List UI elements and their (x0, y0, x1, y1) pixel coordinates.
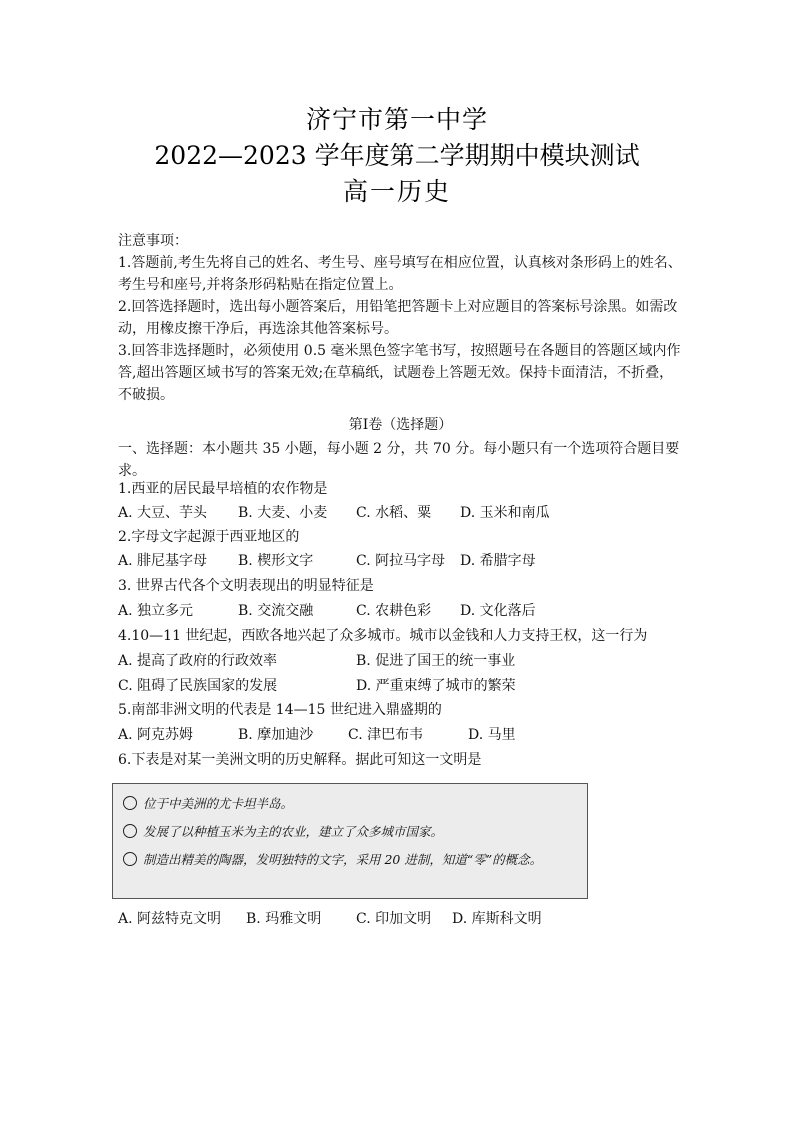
table-row: 位于中美洲的尤卡坦半岛。 (123, 794, 293, 812)
section-title: 第Ⅰ卷（选择题） (348, 417, 453, 433)
option-a[interactable]: A. 提高了政府的行政效率 (118, 653, 278, 669)
question-3-stem: 3. 世界古代各个文明表现出的明显特征是 (118, 578, 374, 594)
option-a[interactable]: A. 独立多元 (118, 603, 194, 619)
option-b[interactable]: B. 摩加迪沙 (238, 727, 314, 743)
question-5-stem: 5.南部非洲文明的代表是 14—15 世纪进入鼎盛期的 (118, 702, 442, 718)
option-b[interactable]: B. 大麦、小麦 (238, 505, 328, 521)
option-d[interactable]: D. 严重束缚了城市的繁荣 (356, 678, 516, 694)
option-d[interactable]: D. 库斯科文明 (452, 911, 542, 927)
option-b[interactable]: B. 楔形文字 (238, 553, 314, 569)
section-intro: 一、选择题：本小题共 35 小题，每小题 2 分，共 70 分。每小题只有一个选项符合题目要求。 (118, 441, 680, 479)
note-item-2: 2.回答选择题时，选出每小题答案后，用铅笔把答题卡上对应题目的答案标号涂黑。如需改动，用橡皮擦干净后，再选涂其他答案标号。 (118, 299, 678, 337)
option-c[interactable]: C. 水稻、粟 (356, 505, 432, 521)
subject-title: 高一历史 (342, 177, 451, 206)
option-d[interactable]: D. 玉米和南瓜 (460, 505, 550, 521)
option-b[interactable]: B. 促进了国王的统一事业 (356, 653, 516, 669)
option-a[interactable]: A. 大豆、芋头 (118, 505, 208, 521)
option-a[interactable]: A. 腓尼基字母 (118, 553, 208, 569)
exam-title: 2022—2023 学年度第二学期期中模块测试 (154, 141, 640, 170)
circle-icon (123, 796, 137, 810)
option-c[interactable]: C. 阿拉马字母 (356, 553, 446, 569)
option-b[interactable]: B. 玛雅文明 (246, 911, 322, 927)
notes-heading: 注意事项： (118, 233, 188, 249)
option-c[interactable]: C. 阻碍了民族国家的发展 (118, 678, 278, 694)
notes-block (118, 230, 683, 406)
option-d[interactable]: D. 希腊字母 (460, 553, 536, 569)
table-row: 制造出精美的陶器，发明独特的文字，采用 20 进制，知道“零”的概念。 (123, 850, 542, 868)
question-4-stem: 4.10—11 世纪起，西欧各地兴起了众多城市。城市以金钱和人力支持王权，这一行为 (118, 628, 648, 644)
option-c[interactable]: C. 津巴布韦 (348, 727, 424, 743)
option-c[interactable]: C. 农耕色彩 (356, 603, 432, 619)
school-name: 济宁市第一中学 (305, 105, 488, 134)
note-item-3: 3.回答非选择题时，必须使用 0.5 毫米黑色签字笔书写，按照题号在各题目的答题区域内作答,超出答题区域书写的答案无效;在草稿纸，试题卷上答题无效。保持卡面清洁，不折叠，不破损。 (118, 343, 681, 403)
option-a[interactable]: A. 阿克苏姆 (118, 727, 194, 743)
option-b[interactable]: B. 交流交融 (238, 603, 314, 619)
history-explanation-table (112, 783, 588, 899)
circle-icon (123, 824, 137, 838)
note-item-1: 1.答题前,考生先将自己的姓名、考生号、座号填写在相应位置，认真核对条形码上的姓名、考生号和座号,并将条形码粘贴在指定位置上。 (118, 255, 682, 293)
option-d[interactable]: D. 马里 (468, 727, 516, 743)
option-d[interactable]: D. 文化落后 (460, 603, 536, 619)
table-row: 发展了以种植玉米为主的农业，建立了众多城市国家。 (123, 822, 443, 840)
option-a[interactable]: A. 阿兹特克文明 (118, 911, 222, 927)
question-6-stem: 6.下表是对某一美洲文明的历史解释。据此可知这一文明是 (118, 752, 482, 768)
circle-icon (123, 852, 137, 866)
question-1-stem: 1.西亚的居民最早培植的农作物是 (118, 481, 328, 497)
question-2-stem: 2.字母文字起源于西亚地区的 (118, 529, 300, 545)
option-c[interactable]: C. 印加文明 (356, 911, 432, 927)
